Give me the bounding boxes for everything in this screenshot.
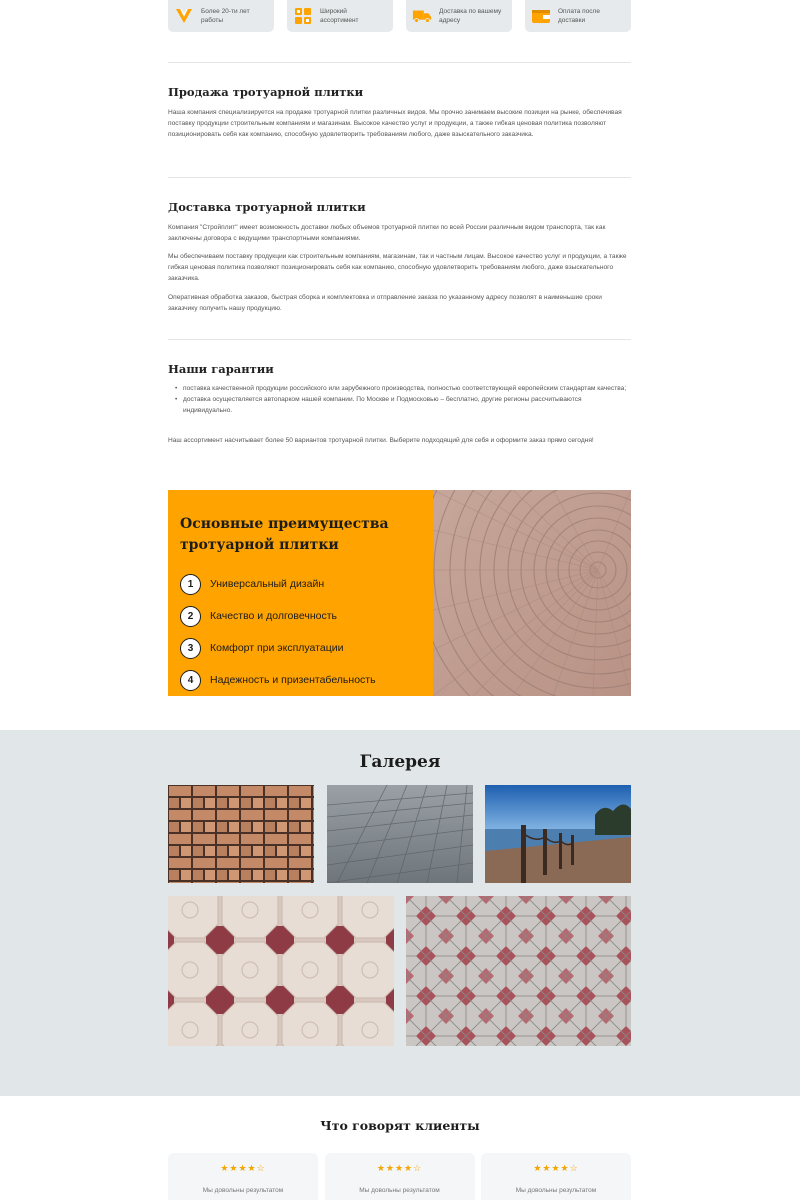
number-badge: 4 — [180, 670, 201, 691]
advantage-label: Надежность и призентабельность — [210, 674, 376, 686]
gallery-image-waterfront[interactable] — [485, 785, 631, 883]
testimonials-title: Что говорят клиенты — [320, 1118, 480, 1133]
advantage-label: Качество и долговечность — [210, 610, 337, 622]
sale-title: Продажа тротуарной плитки — [168, 85, 364, 99]
advantages-panel — [168, 490, 433, 696]
sale-text: Наша компания специализируется на продаже тротуарной плитки различных видов. Мы прочно занимаем высокие позиции на рынке, обеспечивая поставку продукции строительным компаниям и магазинам. Высокое качество услуг и продукции, а также гибкая ценовая политика позволяют позиционировать себя как компанию, способную удовлетворить требованиям любого, даже взыскательного заказчика. — [168, 109, 622, 138]
list-item: • доставка осуществляется автопарком нашей компании. По Москве и Подмосковью – бесплатно, другие регионы рассчитываются индивидуально. — [175, 394, 631, 416]
advantage-item — [180, 568, 433, 600]
feature-text: Широкий ассортимент — [320, 8, 359, 24]
truck-icon — [412, 6, 432, 26]
gallery-title: Галерея — [359, 752, 441, 772]
advantages-title: Основные преимущества тротуарной плитки — [180, 516, 389, 553]
advantage-label: Универсальный дизайн — [210, 578, 325, 590]
feature-text: Доставка по вашему адресу — [439, 8, 502, 24]
features-bar — [168, 0, 631, 32]
list-item: • поставка качественной продукции российского или зарубежного производства, полностью соответствующей европейским стандартам качества; — [175, 383, 631, 394]
advantages-list — [180, 568, 433, 696]
number-badge: 3 — [180, 638, 201, 659]
guarantees-list — [175, 383, 631, 416]
gallery-image-herringbone[interactable] — [168, 785, 314, 883]
feature-experience — [168, 0, 274, 32]
v-logo-icon — [174, 6, 194, 26]
feature-text: Более 20-ти лет работы — [201, 8, 250, 24]
delivery-paragraph-1: Компания "Стройплит" имеет возможность доставки любых объемов тротуарной плитки по всей России различным видом транспорта, так как заключены договора с ведущими транспортными компаниями. — [168, 224, 606, 242]
testimonial-card — [168, 1153, 318, 1200]
testimonial-text: Мы довольны результатом — [515, 1187, 597, 1194]
advantage-item — [180, 632, 433, 664]
delivery-paragraph-2: Мы обеспечиваем поставку продукции как строительным компаниям, магазинам, так и частным лицам. Высокое качество услуг и продукции, а также гибкая ценовая политика позволяют позиционировать себя как компанию, способную удовлетворить требованиям любого, даже взыскательного заказчика. — [168, 253, 627, 282]
guarantees-title: Наши гарантии — [168, 362, 274, 376]
gallery-image-star-tiles[interactable] — [406, 896, 631, 1046]
delivery-title: Доставка тротуарной плитки — [168, 200, 366, 214]
rating-stars: ★★★★☆ — [533, 1163, 579, 1173]
advantage-label: Комфорт при эксплуатации — [210, 642, 344, 654]
feature-payment — [525, 0, 631, 32]
testimonial-text: Мы довольны результатом — [359, 1187, 440, 1194]
gallery-image-octagon-tiles[interactable] — [168, 896, 394, 1046]
gallery-section — [0, 730, 800, 1096]
testimonial-card — [481, 1153, 631, 1200]
guarantees-note: Наш ассортимент насчитывает более 50 вариантов тротуарной плитки. Выберите подходящий для себя и оформите заказ прямо сегодня! — [168, 437, 594, 444]
advantage-item — [180, 600, 433, 632]
rating-stars: ★★★★☆ — [376, 1163, 423, 1173]
advantages-block — [168, 490, 631, 696]
feature-assortment — [287, 0, 393, 32]
number-badge: 2 — [180, 606, 201, 627]
gallery-image-gray-pavement[interactable] — [327, 785, 473, 883]
divider — [168, 177, 631, 178]
rating-stars: ★★★★☆ — [220, 1163, 266, 1173]
divider — [168, 339, 631, 340]
testimonials-list — [168, 1153, 631, 1200]
advantage-item — [180, 664, 433, 696]
delivery-paragraph-3: Оперативная обработка заказов, быстрая сборка и комплектовка и отправление заказа по указанному адресу позволят в наименьшие сроки заказчику получить нашу продукцию. — [168, 294, 602, 312]
feature-text: Оплата после доставки — [558, 8, 600, 24]
testimonial-card — [325, 1153, 475, 1200]
circular-paving-photo — [433, 490, 631, 696]
feature-delivery — [406, 0, 512, 32]
number-badge: 1 — [180, 574, 201, 595]
divider — [168, 62, 631, 63]
grid-icon — [293, 6, 313, 26]
testimonial-text: Мы довольны результатом — [202, 1187, 284, 1194]
wallet-icon — [531, 6, 551, 26]
